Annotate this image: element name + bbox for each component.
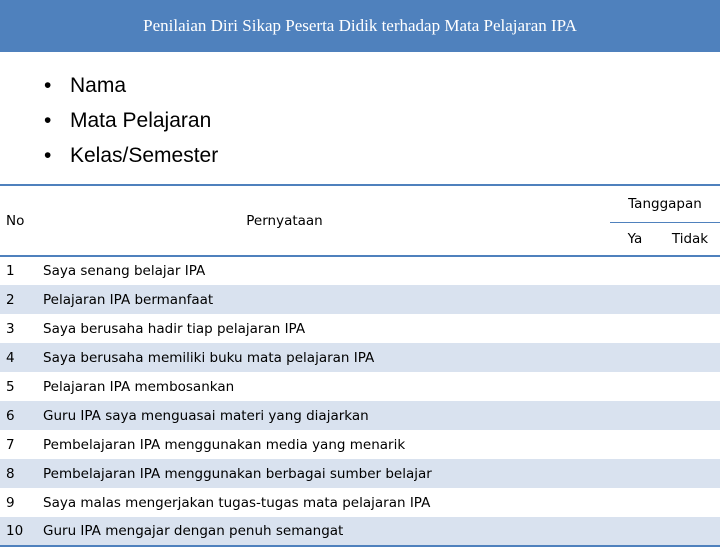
assessment-table-wrap	[0, 184, 720, 547]
row-statement: Saya berusaha memiliki buku mata pelajaran IPA	[43, 349, 375, 366]
row-statement: Pelajaran IPA bermanfaat	[43, 291, 214, 308]
info-label: Kelas/Semester	[70, 144, 219, 167]
info-label: Mata Pelajaran	[70, 109, 212, 132]
no-answer-cell[interactable]	[660, 256, 720, 285]
row-number: 6	[6, 407, 15, 424]
info-list	[44, 68, 218, 173]
row-statement: Guru IPA saya menguasai materi yang diajarkan	[43, 407, 369, 424]
no-answer-cell[interactable]	[660, 314, 720, 343]
row-number: 2	[6, 291, 15, 308]
yes-cell[interactable]	[610, 459, 660, 488]
row-statement: Pembelajaran IPA menggunakan media yang menarik	[43, 436, 406, 453]
row-number: 9	[6, 494, 15, 511]
table-row	[0, 372, 720, 401]
page-title: Penilaian Diri Sikap Peserta Didik terhadap Mata Pelajaran IPA	[143, 16, 577, 35]
yes-cell[interactable]	[610, 343, 660, 372]
info-item-name	[44, 68, 218, 103]
yes-cell[interactable]	[610, 285, 660, 314]
table-row	[0, 285, 720, 314]
no-answer-cell[interactable]	[660, 343, 720, 372]
table-row	[0, 343, 720, 372]
yes-cell[interactable]	[610, 401, 660, 430]
yes-cell[interactable]	[610, 314, 660, 343]
no-answer-cell[interactable]	[660, 517, 720, 546]
yes-cell[interactable]	[610, 517, 660, 546]
row-statement: Pelajaran IPA membosankan	[43, 378, 235, 395]
row-statement: Saya malas mengerjakan tugas-tugas mata pelajaran IPA	[43, 494, 431, 511]
row-number: 7	[6, 436, 15, 453]
table-row	[0, 314, 720, 343]
table-row	[0, 401, 720, 430]
row-number: 8	[6, 465, 15, 482]
table-row	[0, 256, 720, 285]
row-statement: Guru IPA mengajar dengan penuh semangat	[43, 523, 344, 539]
row-statement: Saya senang belajar IPA	[43, 263, 206, 279]
row-number: 1	[6, 263, 15, 279]
column-header-response: Tanggapan	[610, 185, 720, 223]
no-answer-cell[interactable]	[660, 459, 720, 488]
bullet-icon: •	[44, 144, 52, 167]
row-number: 4	[6, 349, 15, 366]
table-row	[0, 517, 720, 546]
bullet-icon: •	[44, 74, 52, 97]
yes-cell[interactable]	[610, 256, 660, 285]
title-bar	[0, 0, 720, 52]
assessment-table	[0, 184, 720, 547]
row-number: 10	[6, 523, 24, 539]
info-label: Nama	[70, 74, 127, 97]
table-row	[0, 430, 720, 459]
no-answer-cell[interactable]	[660, 285, 720, 314]
column-header-no-answer: Tidak	[671, 231, 709, 247]
row-statement: Saya berusaha hadir tiap pelajaran IPA	[43, 320, 306, 337]
bullet-icon: •	[44, 109, 52, 132]
no-answer-cell[interactable]	[660, 430, 720, 459]
info-item-class	[44, 138, 218, 173]
no-answer-cell[interactable]	[660, 488, 720, 517]
row-statement: Pembelajaran IPA menggunakan berbagai sumber belajar	[43, 465, 432, 482]
table-row	[0, 459, 720, 488]
yes-cell[interactable]	[610, 372, 660, 401]
yes-cell[interactable]	[610, 430, 660, 459]
column-header-no: No	[0, 185, 38, 256]
row-number: 5	[6, 378, 15, 395]
no-answer-cell[interactable]	[660, 372, 720, 401]
no-answer-cell[interactable]	[660, 401, 720, 430]
yes-cell[interactable]	[610, 488, 660, 517]
column-header-yes: Ya	[627, 231, 643, 247]
table-row	[0, 488, 720, 517]
row-number: 3	[6, 320, 15, 337]
column-header-statement: Pernyataan	[38, 185, 610, 256]
info-item-subject	[44, 103, 218, 138]
